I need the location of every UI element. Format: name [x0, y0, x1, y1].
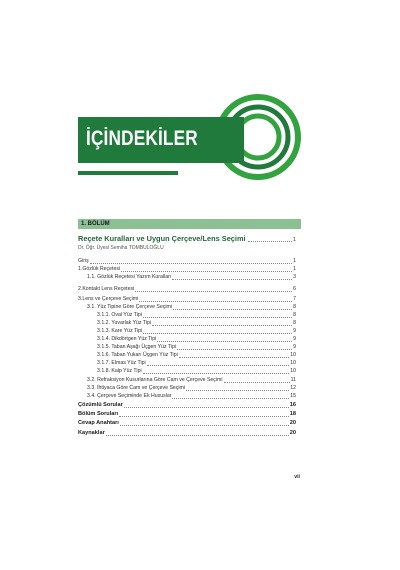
- dot-leader: [124, 407, 289, 408]
- dot-leader: [120, 425, 289, 426]
- chapter-main-title-page: 1: [293, 237, 296, 243]
- toc-entry-label: Cevap Anahtarı: [78, 420, 119, 426]
- toc-entry-page: 10: [290, 368, 296, 374]
- toc-entry[interactable]: [78, 411, 296, 418]
- dot-leader: [157, 341, 292, 342]
- toc-entry[interactable]: [97, 352, 296, 359]
- dot-leader: [177, 349, 292, 350]
- toc-entry-label: Giriş: [78, 258, 89, 264]
- chapter-main-title[interactable]: [78, 234, 296, 244]
- page-title: İÇİNDEKİLER: [86, 127, 198, 150]
- toc-entry[interactable]: [78, 266, 296, 273]
- toc-entry-page: 8: [293, 320, 296, 326]
- dot-leader: [179, 357, 289, 358]
- toc-entry-page: 10: [290, 360, 296, 366]
- toc-entry-page: 11: [290, 377, 296, 383]
- dot-leader: [135, 291, 292, 292]
- dot-leader: [172, 279, 292, 280]
- dot-leader: [106, 435, 289, 436]
- toc-entry-label: 3.1.8. Kalp Yüz Tipi: [97, 368, 142, 374]
- toc-entry[interactable]: [87, 393, 296, 400]
- toc-entry-page: 20: [289, 420, 296, 426]
- toc-entry[interactable]: [87, 304, 296, 311]
- toc-entry-label: 3.1.1. Oval Yüz Tipi: [97, 312, 142, 318]
- toc-entry-label: 3.4. Çerçeve Seçiminde Ek Hususlar: [87, 393, 172, 399]
- toc-entry[interactable]: [97, 368, 296, 375]
- toc-entry-page: 7: [293, 296, 296, 302]
- toc-entry-page: 18: [289, 411, 296, 417]
- dot-leader: [147, 365, 290, 366]
- toc-entry-label: 3.3. İhtiyaca Göre Cam ve Çerçeve Seçimi: [87, 385, 186, 391]
- dot-leader: [143, 333, 292, 334]
- header-rings-graphic: [0, 0, 400, 200]
- toc-entry-label: 3.1.3. Kare Yüz Tipi: [97, 328, 143, 334]
- toc-entry-page: 15: [290, 393, 296, 399]
- title-underline-bar: [78, 171, 178, 175]
- toc-entry[interactable]: [97, 328, 296, 335]
- toc-entry[interactable]: [87, 385, 296, 392]
- dot-leader: [224, 382, 290, 383]
- toc-entry-label: 1.1. Gözlük Reçetesi Yazım Kuralları: [87, 274, 172, 280]
- toc-entry[interactable]: [97, 336, 296, 343]
- chapter-main-title-label: Reçete Kuralları ve Uygun Çerçeve/Lens Seçimi: [78, 234, 246, 243]
- toc-entry-page: 9: [293, 336, 296, 342]
- toc-entry-label: 3.1.6. Taban Yukarı Üçgen Yüz Tipi: [97, 352, 178, 358]
- toc-entry[interactable]: [78, 258, 296, 265]
- toc-entry-label: Çözümlü Sorular: [78, 402, 123, 408]
- dot-leader: [143, 373, 290, 374]
- toc-entry-label: 3.2. Refraksiyon Kusurlarına Göre Cam ve Çerçeve Seçimi: [87, 377, 223, 383]
- toc-entry[interactable]: [78, 430, 296, 437]
- toc-entry[interactable]: [97, 344, 296, 351]
- toc-entry-label: 1.Gözlük Reçetesi: [78, 266, 121, 272]
- toc-entry-page: 1: [293, 266, 296, 272]
- author-name: Dr. Öğr. Üyesi Semiha TOMBULOĞLU: [78, 245, 164, 251]
- toc-entry-label: 3.1.7. Elmas Yüz Tipi: [97, 360, 146, 366]
- chapter-band: [78, 219, 301, 229]
- dot-leader: [248, 241, 293, 242]
- dot-leader: [90, 263, 292, 264]
- toc-entry[interactable]: [78, 296, 296, 303]
- toc-entry-page: 1: [293, 258, 296, 264]
- toc-entry-label: 3.1.4. Dikdörtgen Yüz Tipi: [97, 336, 157, 342]
- page-number: vii: [294, 474, 300, 480]
- toc-entry-page: 12: [290, 385, 296, 391]
- toc-entry-label: 3.1.5. Taban Aşağı Üçgen Yüz Tipi: [97, 344, 177, 350]
- toc-entry-page: 3: [293, 274, 296, 280]
- dot-leader: [173, 309, 292, 310]
- toc-entry-label: Kaynaklar: [78, 430, 105, 436]
- dot-leader: [172, 398, 289, 399]
- dot-leader: [152, 325, 292, 326]
- dot-leader: [143, 317, 292, 318]
- toc-entry[interactable]: [97, 360, 296, 367]
- toc-entry-page: 16: [289, 402, 296, 408]
- toc-entry[interactable]: [78, 286, 296, 293]
- toc-entry[interactable]: [78, 402, 296, 409]
- dot-leader: [139, 301, 292, 302]
- toc-entry-label: 2.Kontakt Lens Reçetesi: [78, 286, 135, 292]
- toc-entry-page: 9: [293, 328, 296, 334]
- ring-center: [245, 124, 271, 150]
- toc-entry-page: 8: [293, 304, 296, 310]
- toc-entry[interactable]: [87, 274, 296, 281]
- toc-entry[interactable]: [97, 312, 296, 319]
- toc-entry-label: 3.Lens ve Çerçeve Seçimi: [78, 296, 139, 302]
- toc-entry[interactable]: [78, 420, 296, 427]
- dot-leader: [121, 271, 292, 272]
- toc-entry-page: 8: [293, 312, 296, 318]
- toc-entry[interactable]: [87, 377, 296, 384]
- toc-entry-page: 9: [293, 344, 296, 350]
- toc-entry-label: 3.1.2. Yuvarlak Yüz Tipi: [97, 320, 152, 326]
- toc-entry-page: 20: [289, 430, 296, 436]
- toc-entry-label: 3.1. Yüz Tipine Göre Çerçeve Seçimi: [87, 304, 172, 310]
- toc-entry-page: 6: [293, 286, 296, 292]
- dot-leader: [119, 416, 289, 417]
- chapter-label: 1. BÖLÜM: [81, 221, 110, 227]
- toc-entry-label: Bölüm Soruları: [78, 411, 119, 417]
- toc-entry-page: 10: [290, 352, 296, 358]
- dot-leader: [186, 390, 289, 391]
- toc-entry[interactable]: [97, 320, 296, 327]
